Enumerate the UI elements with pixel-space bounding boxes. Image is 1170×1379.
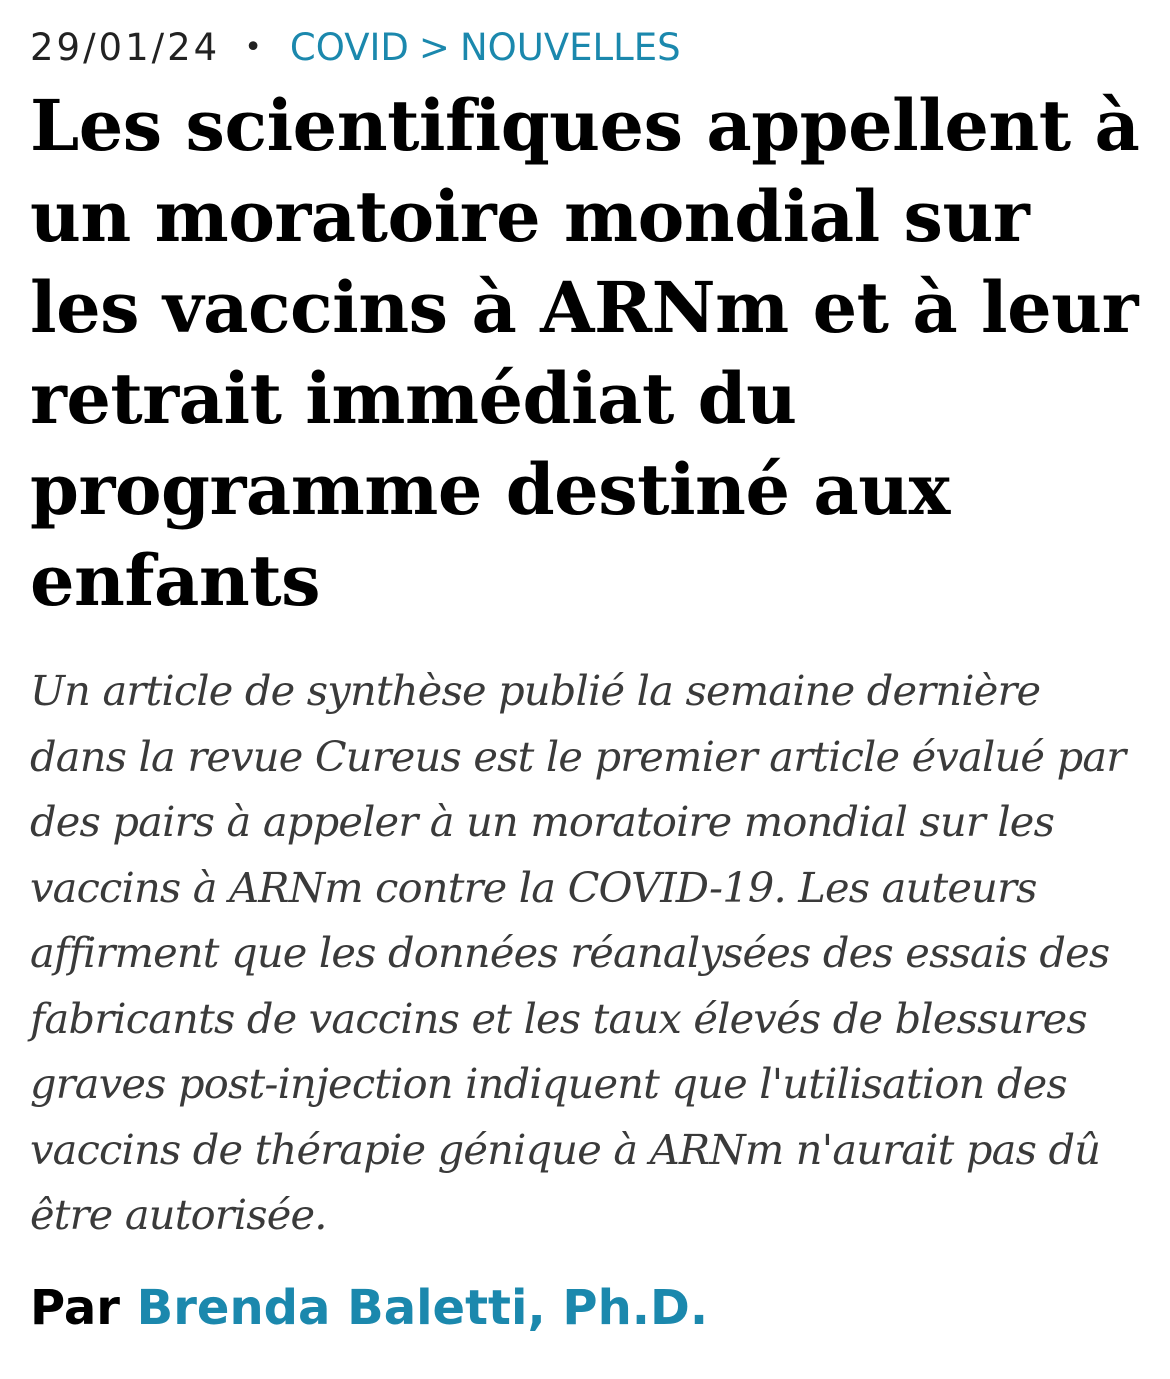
article [30,22,1140,1338]
publish-date: 29/01/24 [30,26,221,69]
breadcrumb-covid[interactable]: COVID [289,26,409,69]
article-meta [30,22,1140,74]
breadcrumb-nouvelles[interactable]: NOUVELLES [459,26,681,69]
separator-dot: • [244,30,262,65]
article-title: Les scientifiques appellent à un moratoire mondial sur les vaccins à ARNm et à leur retrait immédiat du programme destiné aux enfants [30,84,1140,622]
author-link[interactable]: Brenda Baletti, Ph.D. [136,1279,709,1336]
article-lead: Un article de synthèse publié la semaine dernière dans la revue Cureus est le premier article évalué par des pairs à appeler à un moratoire mondial sur les vaccins à ARNm contre la COVID-19. Les auteurs affirment que les données réanalysées des essais des fabricants de vaccins et les taux élevés de blessures graves post-injection indiquent que l'utilisation des vaccins de thérapie génique à ARNm n'aurait pas dû être autorisée. [30,666,1126,1239]
byline-prefix: Par [30,1279,120,1336]
byline [30,1278,1140,1338]
breadcrumb-separator: > [418,26,450,69]
